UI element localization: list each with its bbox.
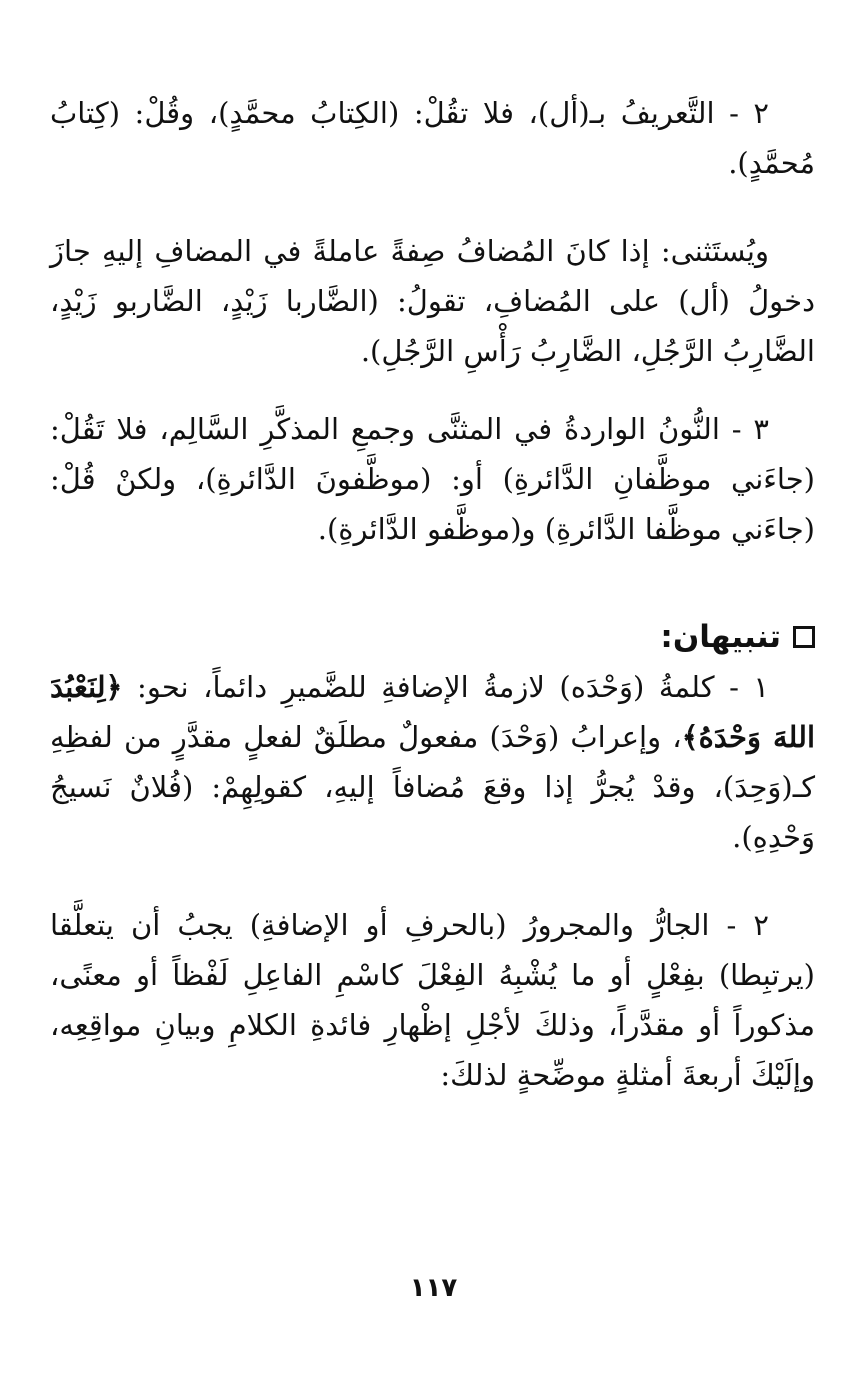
paragraph-wahdahu-rest: ، وإعرابُ (وَحْدَ) مفعولٌ مطلَقٌ لفعلٍ مقدَّرٍ من لفظِهِ كـ(وَحِدَ)، وقدْ يُجرُّ إذا وقعَ مُضافاً إليهِ، كقولِهِمْ: (فُلانٌ نَسيجُ وَحْدِهِ). <box>50 720 815 854</box>
section-heading <box>50 612 815 662</box>
paragraph-nun-dual-plural: ٣ - النُّونُ الواردةُ في المثنَّى وجمعِ المذكَّرِ السَّالِم، فلا تَقُلْ: (جاءَني موظَّفانِ الدَّائرةِ) أو: (موظَّفونَ الدَّائرةِ)، ولكنْ قُلْ: (جاءَني موظَّفا الدَّائرةِ) و(موظَّفو الدَّائرةِ). <box>50 412 815 546</box>
paragraph-jar-majrur: ٢ - الجارُّ والمجرورُ (بالحرفِ أو الإضافةِ) يجبُ أن يتعلَّقا (يرتبِطا) بفِعْلٍ أو ما يُشْبِهُ الفِعْلَ كاسْمِ الفاعِلِ لَفْظاً أو معنًى، مذكوراً أو مقدَّراً، وذلكَ لأجْلِ إظْهارِ فائدةِ الكلامِ وبيانِ مواقِعِه، وإلَيْكَ أربعةَ أمثلةٍ موضِّحةٍ لذلكَ: <box>50 908 815 1092</box>
paragraph-wahdahu-intro: ١ - كلمةُ (وَحْدَه) لازمةُ الإضافةِ للضَّميرِ دائماً، نحو: <box>122 670 769 704</box>
paragraph-wahdahu <box>50 662 815 862</box>
paragraph-exception: ويُستَثنى: إذا كانَ المُضافُ صِفةً عاملةً في المضافِ إليهِ جازَ دخولُ (أل) على المُضافِ، تقولُ: (الضَّاربا زَيْدٍ، الضَّاربو زَيْدٍ، الضَّارِبُ الرَّجُلِ، الضَّارِبُ رَأْسِ الرَّجُلِ). <box>50 234 815 368</box>
checkbox-icon <box>793 626 815 648</box>
section-heading-label: تنبيهان: <box>660 619 781 655</box>
page-number: ١١٧ <box>409 1273 458 1303</box>
paragraph-definite-article: ٢ - التَّعريفُ بـ(أل)، فلا تقُلْ: (الكِتابُ محمَّدٍ)، وقُلْ: (كِتابُ مُحمَّدٍ). <box>50 96 815 180</box>
quran-verse: ﴿لِنَعْبُدَ اللهَ وَحْدَهُ﴾ <box>50 670 815 754</box>
